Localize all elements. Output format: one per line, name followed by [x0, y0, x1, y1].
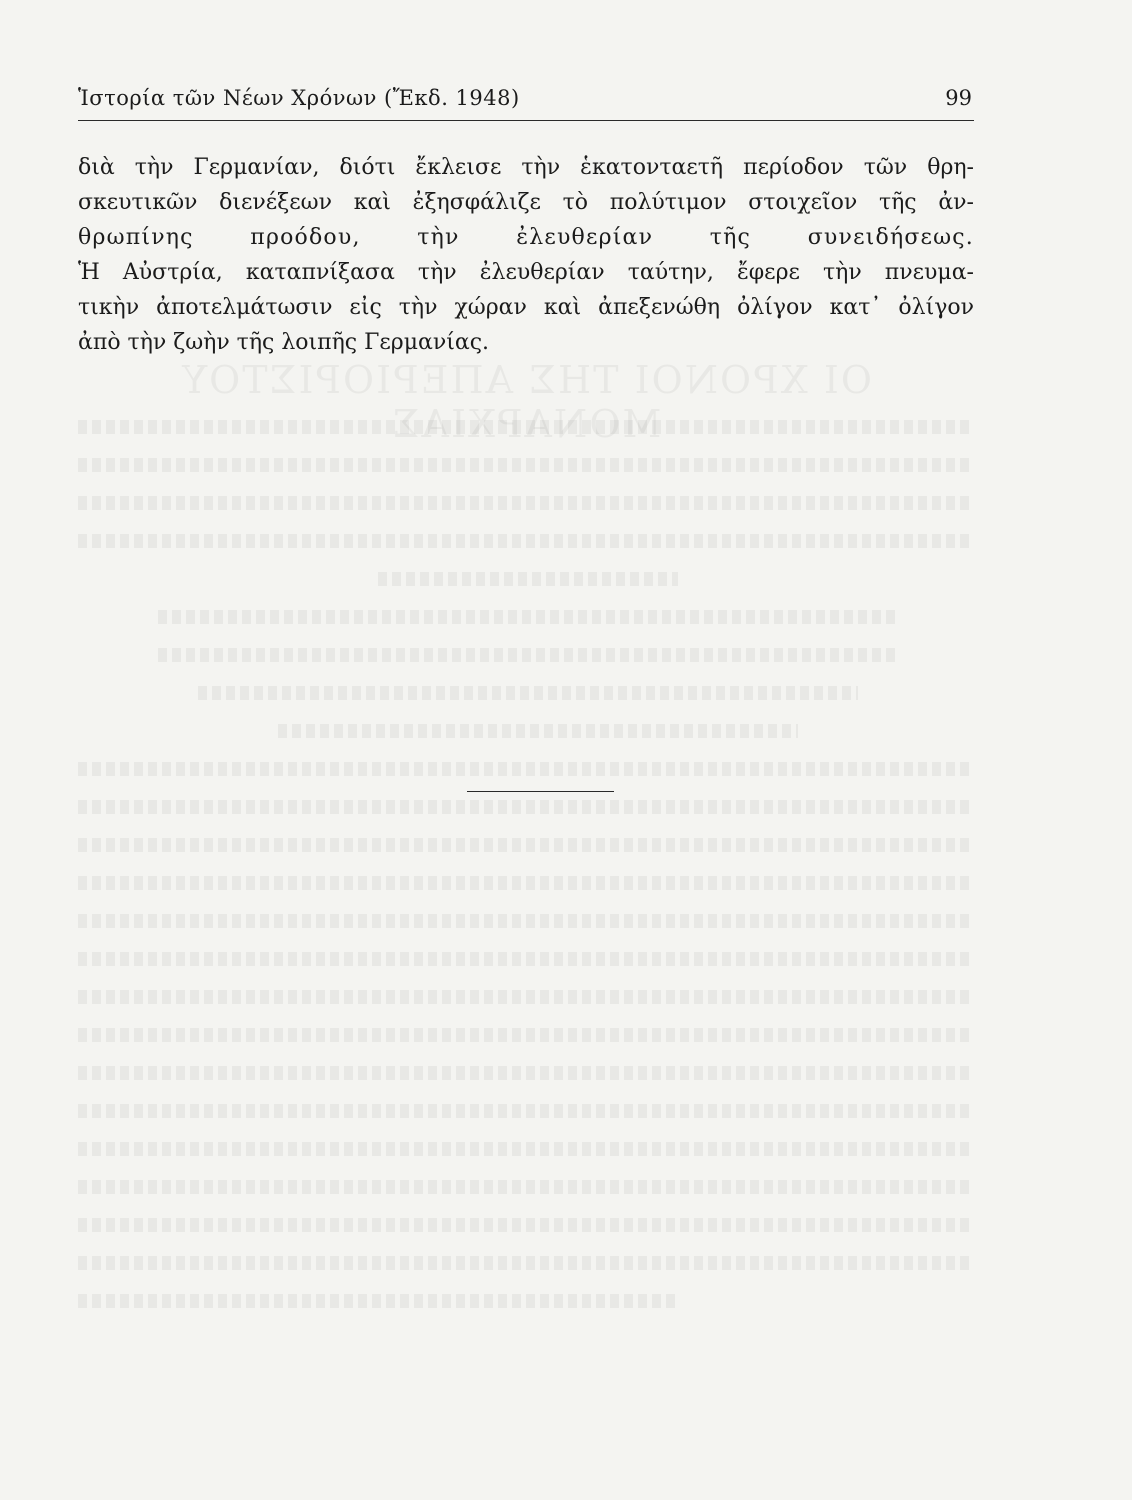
running-title: Ἱστορία τῶν Νέων Χρόνων (Ἔκδ. 1948): [78, 86, 520, 110]
running-header: [78, 86, 974, 118]
text-line: θρωπίνης προόδου, τὴν ἐλευθερίαν τῆς συνειδήσεως.: [78, 225, 974, 250]
text-line: διὰ τὴν Γερμανίαν, διότι ἔκλεισε τὴν ἑκατονταετῆ περίοδον τῶν θρη-: [78, 155, 974, 180]
show-through-lines: [78, 420, 974, 1332]
page-number: 99: [945, 86, 972, 110]
text-line: σκευτικῶν διενέξεων καὶ ἐξησφάλιζε τὸ πολύτιμον στοιχεῖον τῆς ἀν-: [78, 190, 974, 215]
show-through-text: [78, 358, 974, 446]
text-line: ἀπὸ τὴν ζωὴν τῆς λοιπῆς Γερμανίας.: [78, 330, 490, 355]
body-paragraph: [78, 150, 974, 360]
section-end-rule: [467, 791, 614, 792]
header-rule: [78, 120, 974, 121]
text-line: Ἡ Αὐστρία, καταπνίξασα τὴν ἐλευθερίαν ταύτην, ἔφερε τὴν πνευμα-: [78, 260, 974, 285]
text-line: τικὴν ἀποτελμάτωσιν εἰς τὴν χώραν καὶ ἀπεξενώθη ὀλίγον κατ᾽ ὀλίγον: [78, 295, 974, 320]
